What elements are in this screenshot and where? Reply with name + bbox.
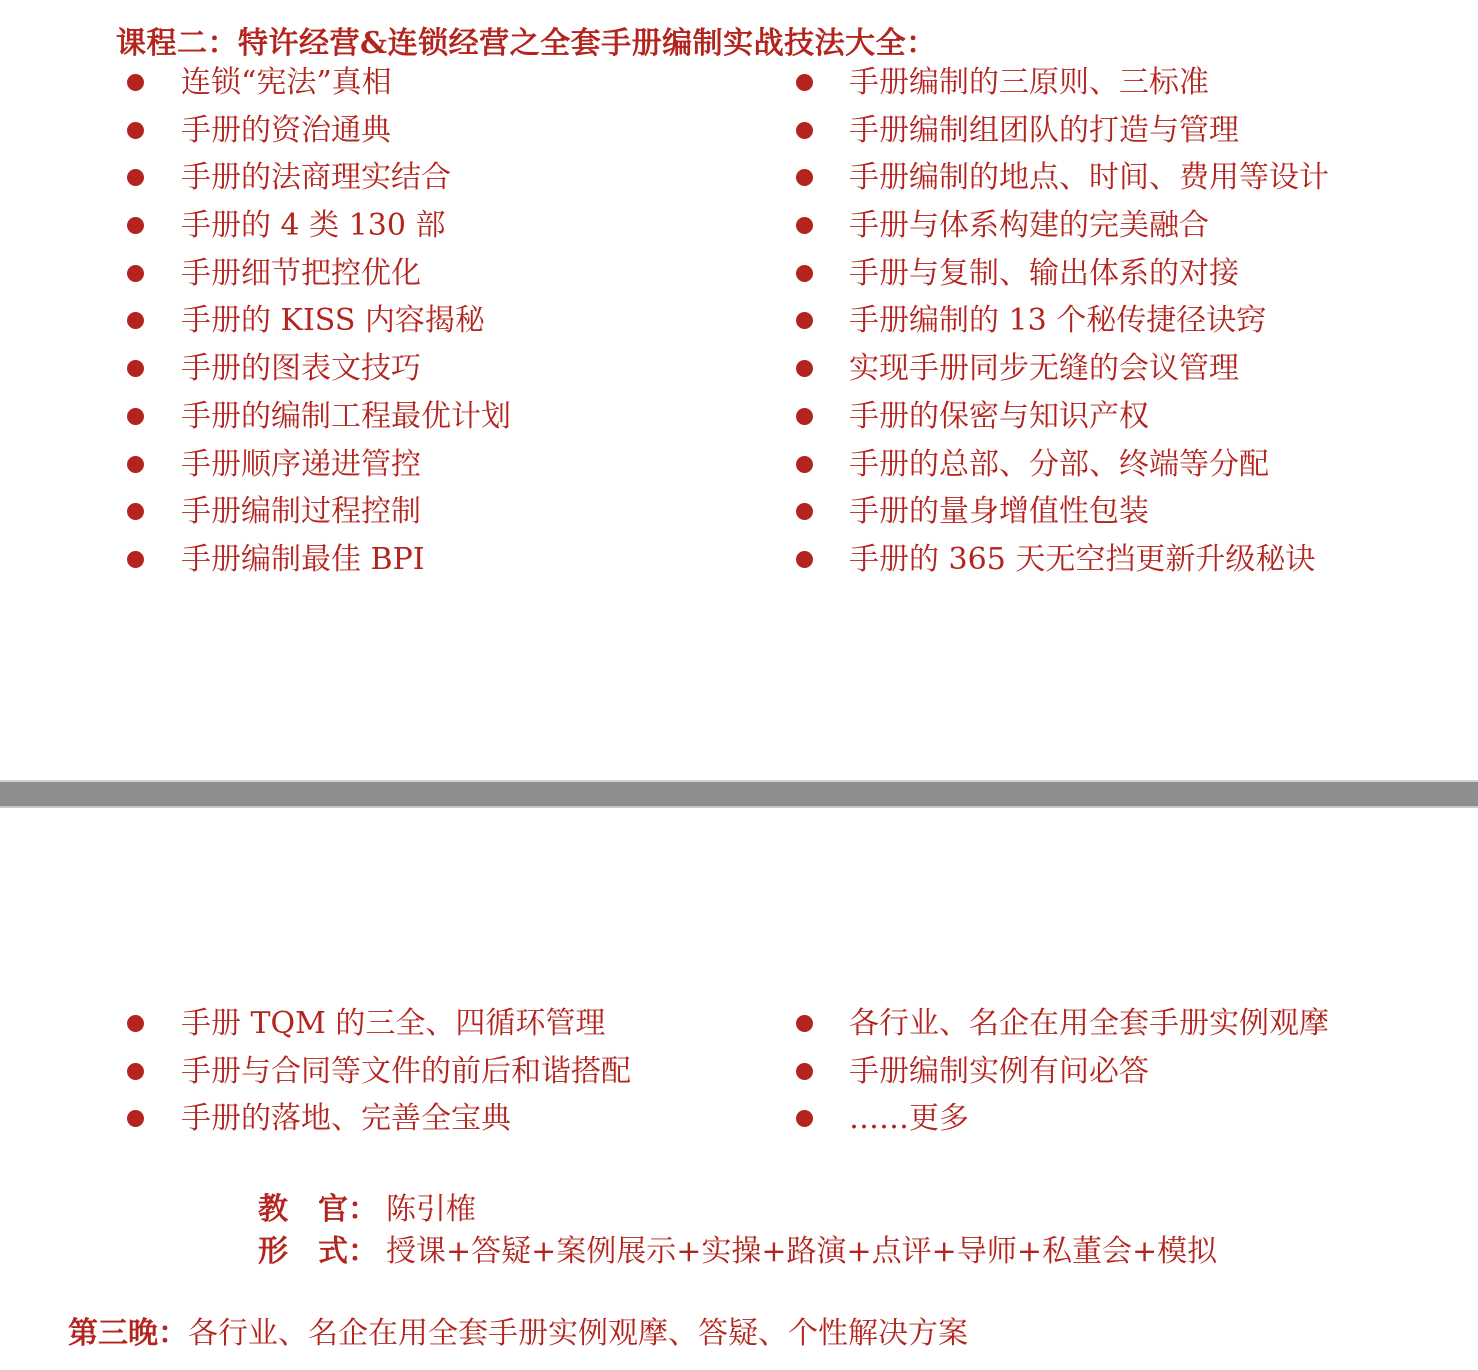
list-item: ……更多 [0,1095,1478,1143]
instructor-name: 陈引榷 [386,1192,476,1227]
list-item: 手册的总部、分部、终端等分配 [0,441,1478,489]
list-item: 手册细节把控优化 [0,250,1478,298]
bullet-icon [796,265,813,282]
list-item: 实现手册同步无缝的会议管理 [0,345,1478,393]
bullet-icon [796,456,813,473]
page-break-separator [0,780,1478,808]
list-item: 手册的 365 天无空挡更新升级秘诀 [0,536,1478,584]
third-night-line [68,1308,968,1352]
bullet-icon [796,1110,813,1127]
list-item: 手册的落地、完善全宝典 [0,1095,1478,1143]
list-item: 手册的编制工程最优计划 [0,393,1478,441]
bullet-icon [796,1015,813,1032]
topic-list-right [0,59,1478,584]
format-label: 形 式： [258,1234,378,1269]
bullet-icon [796,551,813,568]
list-item: 手册编制的三原则、三标准 [0,59,1478,107]
list-item: 手册的量身增值性包装 [0,488,1478,536]
third-night-label: 第三晚： [68,1316,188,1351]
list-item: 手册的图表文技巧 [0,345,1478,393]
bullet-icon [796,408,813,425]
bullet-icon [796,312,813,329]
list-item: 手册编制过程控制 [0,488,1478,536]
list-item: 手册的保密与知识产权 [0,393,1478,441]
list-item: 手册编制组团队的打造与管理 [0,107,1478,155]
list-item: 手册与合同等文件的前后和谐搭配 [0,1048,1478,1096]
format-value: 授课+答疑+案例展示+实操+路演+点评+导师+私董会+模拟 [386,1234,1218,1269]
bullet-icon [796,360,813,377]
bullet-icon [796,1063,813,1080]
list-item: 手册的 4 类 130 部 [0,202,1478,250]
list-item: 手册的法商理实结合 [0,154,1478,202]
list-item: 手册 TQM 的三全、四循环管理 [0,1000,1478,1048]
bullet-icon [796,122,813,139]
list-item: 手册顺序递进管控 [0,441,1478,489]
instructor-line [258,1184,476,1228]
list-item: 手册编制最佳 BPI [0,536,1478,584]
bullet-icon [796,217,813,234]
list-item: 手册编制实例有问必答 [0,1048,1478,1096]
course-title: 课程二：特许经营&连锁经营之全套手册编制实战技法大全： [116,26,937,61]
list-item: 手册编制的 13 个秘传捷径诀窍 [0,297,1478,345]
third-night-value: 各行业、名企在用全套手册实例观摩、答疑、个性解决方案 [188,1316,968,1351]
list-item: 手册编制的地点、时间、费用等设计 [0,154,1478,202]
bullet-icon [796,169,813,186]
topic-list-right-continued [0,1000,1478,1143]
format-line [258,1226,1217,1270]
list-item: 手册与体系构建的完美融合 [0,202,1478,250]
list-item: 手册的 KISS 内容揭秘 [0,297,1478,345]
bullet-icon [796,503,813,520]
instructor-label: 教 官： [258,1192,378,1227]
list-item: 连锁“宪法”真相 [0,59,1478,107]
list-item: 手册与复制、输出体系的对接 [0,250,1478,298]
list-item: 手册的资治通典 [0,107,1478,155]
bullet-icon [796,74,813,91]
list-item: 各行业、名企在用全套手册实例观摩 [0,1000,1478,1048]
